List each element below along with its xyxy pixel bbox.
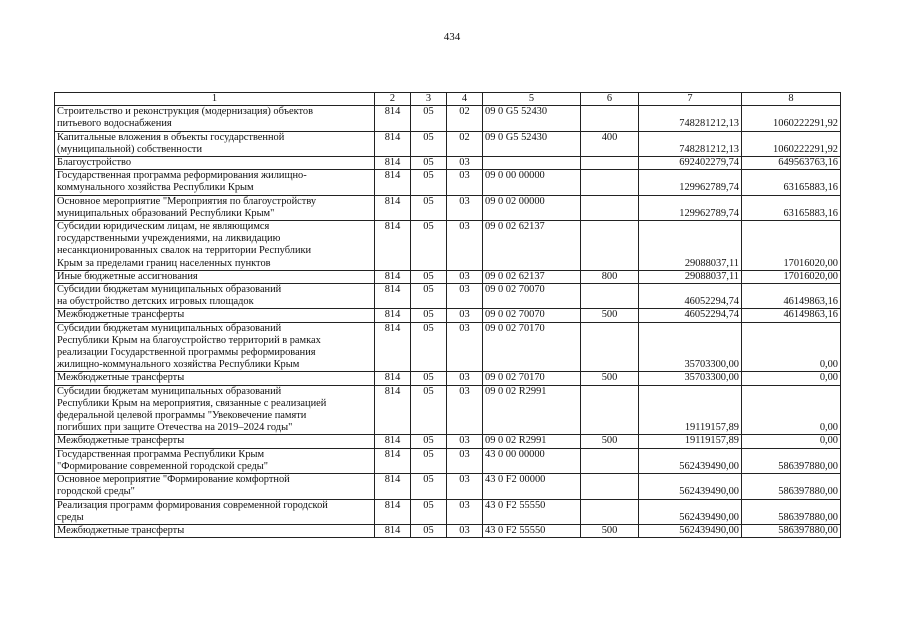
cell-c2: 814 (375, 221, 411, 271)
row-name-line: Основное мероприятие "Формирование комфортной (57, 474, 290, 486)
cell-c6 (581, 385, 639, 435)
table-row (55, 435, 841, 448)
cell-c7: 129962789,74 (639, 170, 742, 195)
cell-c2: 814 (375, 524, 411, 537)
cell-c2: 814 (375, 499, 411, 524)
row-name-line: Межбюджетные трансферты (57, 524, 185, 536)
table-row (55, 372, 841, 385)
cell-c3: 05 (411, 499, 447, 524)
cell-c3: 05 (411, 170, 447, 195)
row-name-line: коммунального хозяйства Республики Крым (57, 182, 254, 194)
cell-c5: 09 0 G5 52430 (483, 106, 581, 131)
cell-c7: 748281212,13 (639, 131, 742, 156)
cell-c6: 800 (581, 270, 639, 283)
cell-c7: 46052294,74 (639, 309, 742, 322)
row-name-line: Республики Крым на благоустройство территорий в рамках (57, 334, 321, 346)
row-name-line: Крым за пределами границ населенных пунктов (57, 257, 271, 269)
cell-c3: 05 (411, 309, 447, 322)
row-name-line: (муниципальной) собственности (57, 143, 203, 155)
cell-c4: 03 (447, 322, 483, 372)
cell-c3: 05 (411, 106, 447, 131)
cell-c2: 814 (375, 131, 411, 156)
row-name-line: Республики Крым на мероприятия, связанные с реализацией (57, 397, 327, 409)
table-row (55, 284, 841, 309)
cell-c5: 43 0 F2 55550 (483, 499, 581, 524)
cell-c6: 400 (581, 131, 639, 156)
column-header: 4 (447, 93, 483, 106)
cell-c5: 09 0 02 62137 (483, 221, 581, 271)
row-name-line: Строительство и реконструкция (модернизация) объектов (57, 106, 314, 118)
cell-c4: 03 (447, 448, 483, 473)
cell-c4: 03 (447, 221, 483, 271)
cell-c7: 19119157,89 (639, 435, 742, 448)
row-name (55, 448, 375, 473)
cell-c3: 05 (411, 372, 447, 385)
cell-c8: 0,00 (742, 435, 841, 448)
cell-c6 (581, 322, 639, 372)
cell-c8: 17016020,00 (742, 221, 841, 271)
cell-c6 (581, 474, 639, 499)
row-name (55, 270, 375, 283)
cell-c5: 09 0 02 62137 (483, 270, 581, 283)
row-name-line: Субсидии бюджетам муниципальных образований (57, 284, 282, 296)
row-name-line: городской среды" (57, 486, 135, 498)
table-row (55, 309, 841, 322)
cell-c5: 09 0 02 70170 (483, 322, 581, 372)
row-name (55, 131, 375, 156)
cell-c4: 03 (447, 435, 483, 448)
table-row (55, 195, 841, 220)
cell-c5: 43 0 00 00000 (483, 448, 581, 473)
table-row (55, 499, 841, 524)
cell-c7: 129962789,74 (639, 195, 742, 220)
row-name (55, 106, 375, 131)
row-name-line: Субсидии бюджетам муниципальных образований (57, 322, 282, 334)
row-name (55, 385, 375, 435)
table-row (55, 474, 841, 499)
row-name (55, 284, 375, 309)
cell-c3: 05 (411, 270, 447, 283)
cell-c5: 09 0 02 70170 (483, 372, 581, 385)
cell-c8: 586397880,00 (742, 524, 841, 537)
cell-c4: 03 (447, 195, 483, 220)
column-header: 7 (639, 93, 742, 106)
cell-c8: 0,00 (742, 385, 841, 435)
row-name-line: Благоустройство (57, 157, 132, 169)
cell-c3: 05 (411, 448, 447, 473)
row-name-line: государственными учреждениями, на ликвидацию (57, 233, 281, 245)
cell-c8: 63165883,16 (742, 195, 841, 220)
cell-c4: 03 (447, 309, 483, 322)
cell-c3: 05 (411, 221, 447, 271)
cell-c5: 09 0 02 R2991 (483, 435, 581, 448)
column-header: 6 (581, 93, 639, 106)
cell-c5: 09 0 02 70070 (483, 284, 581, 309)
cell-c8: 63165883,16 (742, 170, 841, 195)
cell-c5: 09 0 02 70070 (483, 309, 581, 322)
row-name (55, 435, 375, 448)
row-name (55, 499, 375, 524)
row-name-line: несанкционированных свалок на территории Республики (57, 245, 312, 257)
cell-c2: 814 (375, 435, 411, 448)
cell-c4: 03 (447, 524, 483, 537)
cell-c6 (581, 157, 639, 170)
row-name-line: питьевого водоснабжения (57, 118, 172, 130)
cell-c4: 02 (447, 106, 483, 131)
table-header-row (55, 93, 841, 106)
cell-c8: 0,00 (742, 322, 841, 372)
cell-c5: 43 0 F2 00000 (483, 474, 581, 499)
cell-c3: 05 (411, 284, 447, 309)
row-name (55, 524, 375, 537)
cell-c5: 09 0 02 R2991 (483, 385, 581, 435)
table-row (55, 106, 841, 131)
page-number: 434 (443, 31, 461, 43)
cell-c8: 1060222291,92 (742, 131, 841, 156)
row-name-line: Государственная программа реформирования жилищно- (57, 170, 307, 182)
cell-c8: 586397880,00 (742, 499, 841, 524)
cell-c8: 1060222291,92 (742, 106, 841, 131)
cell-c8: 586397880,00 (742, 448, 841, 473)
table-row (55, 157, 841, 170)
cell-c2: 814 (375, 322, 411, 372)
row-name (55, 195, 375, 220)
cell-c6 (581, 499, 639, 524)
cell-c4: 03 (447, 385, 483, 435)
cell-c7: 748281212,13 (639, 106, 742, 131)
row-name-line: на обустройство детских игровых площадок (57, 296, 254, 308)
cell-c5: 09 0 02 00000 (483, 195, 581, 220)
row-name (55, 157, 375, 170)
column-header: 3 (411, 93, 447, 106)
column-header: 8 (742, 93, 841, 106)
cell-c2: 814 (375, 372, 411, 385)
row-name (55, 322, 375, 372)
cell-c2: 814 (375, 170, 411, 195)
cell-c6 (581, 221, 639, 271)
cell-c7: 35703300,00 (639, 322, 742, 372)
cell-c7: 29088037,11 (639, 221, 742, 271)
cell-c7: 46052294,74 (639, 284, 742, 309)
cell-c4: 03 (447, 157, 483, 170)
cell-c4: 03 (447, 270, 483, 283)
cell-c4: 03 (447, 284, 483, 309)
table-row (55, 322, 841, 372)
row-name-line: Межбюджетные трансферты (57, 435, 185, 447)
row-name-line: погибших при защите Отечества на 2019–2024 годы" (57, 422, 293, 434)
cell-c2: 814 (375, 385, 411, 435)
cell-c8: 649563763,16 (742, 157, 841, 170)
cell-c3: 05 (411, 322, 447, 372)
cell-c8: 46149863,16 (742, 284, 841, 309)
cell-c8: 46149863,16 (742, 309, 841, 322)
cell-c5 (483, 157, 581, 170)
row-name-line: Государственная программа Республики Крым (57, 448, 265, 460)
row-name-line: среды (57, 511, 84, 523)
table-row (55, 131, 841, 156)
cell-c6 (581, 195, 639, 220)
row-name-line: Иные бюджетные ассигнования (57, 270, 198, 282)
row-name (55, 309, 375, 322)
row-name-line: федеральной целевой программы "Увековечение памяти (57, 410, 307, 422)
table-row (55, 170, 841, 195)
row-name-line: Основное мероприятие "Мероприятия по благоустройству (57, 195, 317, 207)
budget-table (54, 92, 841, 538)
cell-c6 (581, 170, 639, 195)
table-row (55, 221, 841, 271)
cell-c4: 03 (447, 499, 483, 524)
row-name-line: жилищно-коммунального хозяйства Республики Крым (57, 359, 300, 371)
row-name (55, 372, 375, 385)
cell-c2: 814 (375, 157, 411, 170)
cell-c7: 29088037,11 (639, 270, 742, 283)
cell-c2: 814 (375, 309, 411, 322)
cell-c2: 814 (375, 284, 411, 309)
row-name-line: Межбюджетные трансферты (57, 372, 185, 384)
row-name (55, 221, 375, 271)
row-name-line: Капитальные вложения в объекты государственной (57, 131, 285, 143)
cell-c2: 814 (375, 448, 411, 473)
cell-c4: 03 (447, 170, 483, 195)
cell-c3: 05 (411, 385, 447, 435)
cell-c2: 814 (375, 195, 411, 220)
cell-c3: 05 (411, 474, 447, 499)
table-row (55, 385, 841, 435)
cell-c7: 692402279,74 (639, 157, 742, 170)
cell-c7: 562439490,00 (639, 448, 742, 473)
cell-c6 (581, 448, 639, 473)
cell-c8: 17016020,00 (742, 270, 841, 283)
row-name (55, 170, 375, 195)
cell-c7: 562439490,00 (639, 474, 742, 499)
cell-c5: 43 0 F2 55550 (483, 524, 581, 537)
cell-c2: 814 (375, 474, 411, 499)
column-header: 5 (483, 93, 581, 106)
column-header: 2 (375, 93, 411, 106)
cell-c4: 03 (447, 474, 483, 499)
cell-c5: 09 0 00 00000 (483, 170, 581, 195)
cell-c2: 814 (375, 106, 411, 131)
cell-c4: 02 (447, 131, 483, 156)
cell-c7: 35703300,00 (639, 372, 742, 385)
row-name-line: Межбюджетные трансферты (57, 309, 185, 321)
cell-c6: 500 (581, 435, 639, 448)
row-name-line: Реализация программ формирования современной городской (57, 499, 328, 511)
cell-c3: 05 (411, 435, 447, 448)
row-name (55, 474, 375, 499)
cell-c6 (581, 284, 639, 309)
cell-c3: 05 (411, 131, 447, 156)
row-name-line: Субсидии бюджетам муниципальных образований (57, 385, 282, 397)
row-name-line: "Формирование современной городской среды" (57, 460, 268, 472)
row-name-line: Субсидии юридическим лицам, не являющимся (57, 221, 270, 233)
cell-c6 (581, 106, 639, 131)
cell-c3: 05 (411, 524, 447, 537)
cell-c4: 03 (447, 372, 483, 385)
cell-c7: 562439490,00 (639, 524, 742, 537)
cell-c2: 814 (375, 270, 411, 283)
cell-c8: 586397880,00 (742, 474, 841, 499)
cell-c7: 19119157,89 (639, 385, 742, 435)
cell-c3: 05 (411, 195, 447, 220)
cell-c8: 0,00 (742, 372, 841, 385)
cell-c3: 05 (411, 157, 447, 170)
cell-c7: 562439490,00 (639, 499, 742, 524)
row-name-line: муниципальных образований Республики Крым" (57, 207, 275, 219)
table-row (55, 270, 841, 283)
cell-c6: 500 (581, 524, 639, 537)
cell-c6: 500 (581, 309, 639, 322)
cell-c6: 500 (581, 372, 639, 385)
cell-c5: 09 0 G5 52430 (483, 131, 581, 156)
table-row (55, 524, 841, 537)
table-row (55, 448, 841, 473)
row-name-line: реализации Государственной программы реформирования (57, 347, 316, 359)
column-header: 1 (55, 93, 375, 106)
